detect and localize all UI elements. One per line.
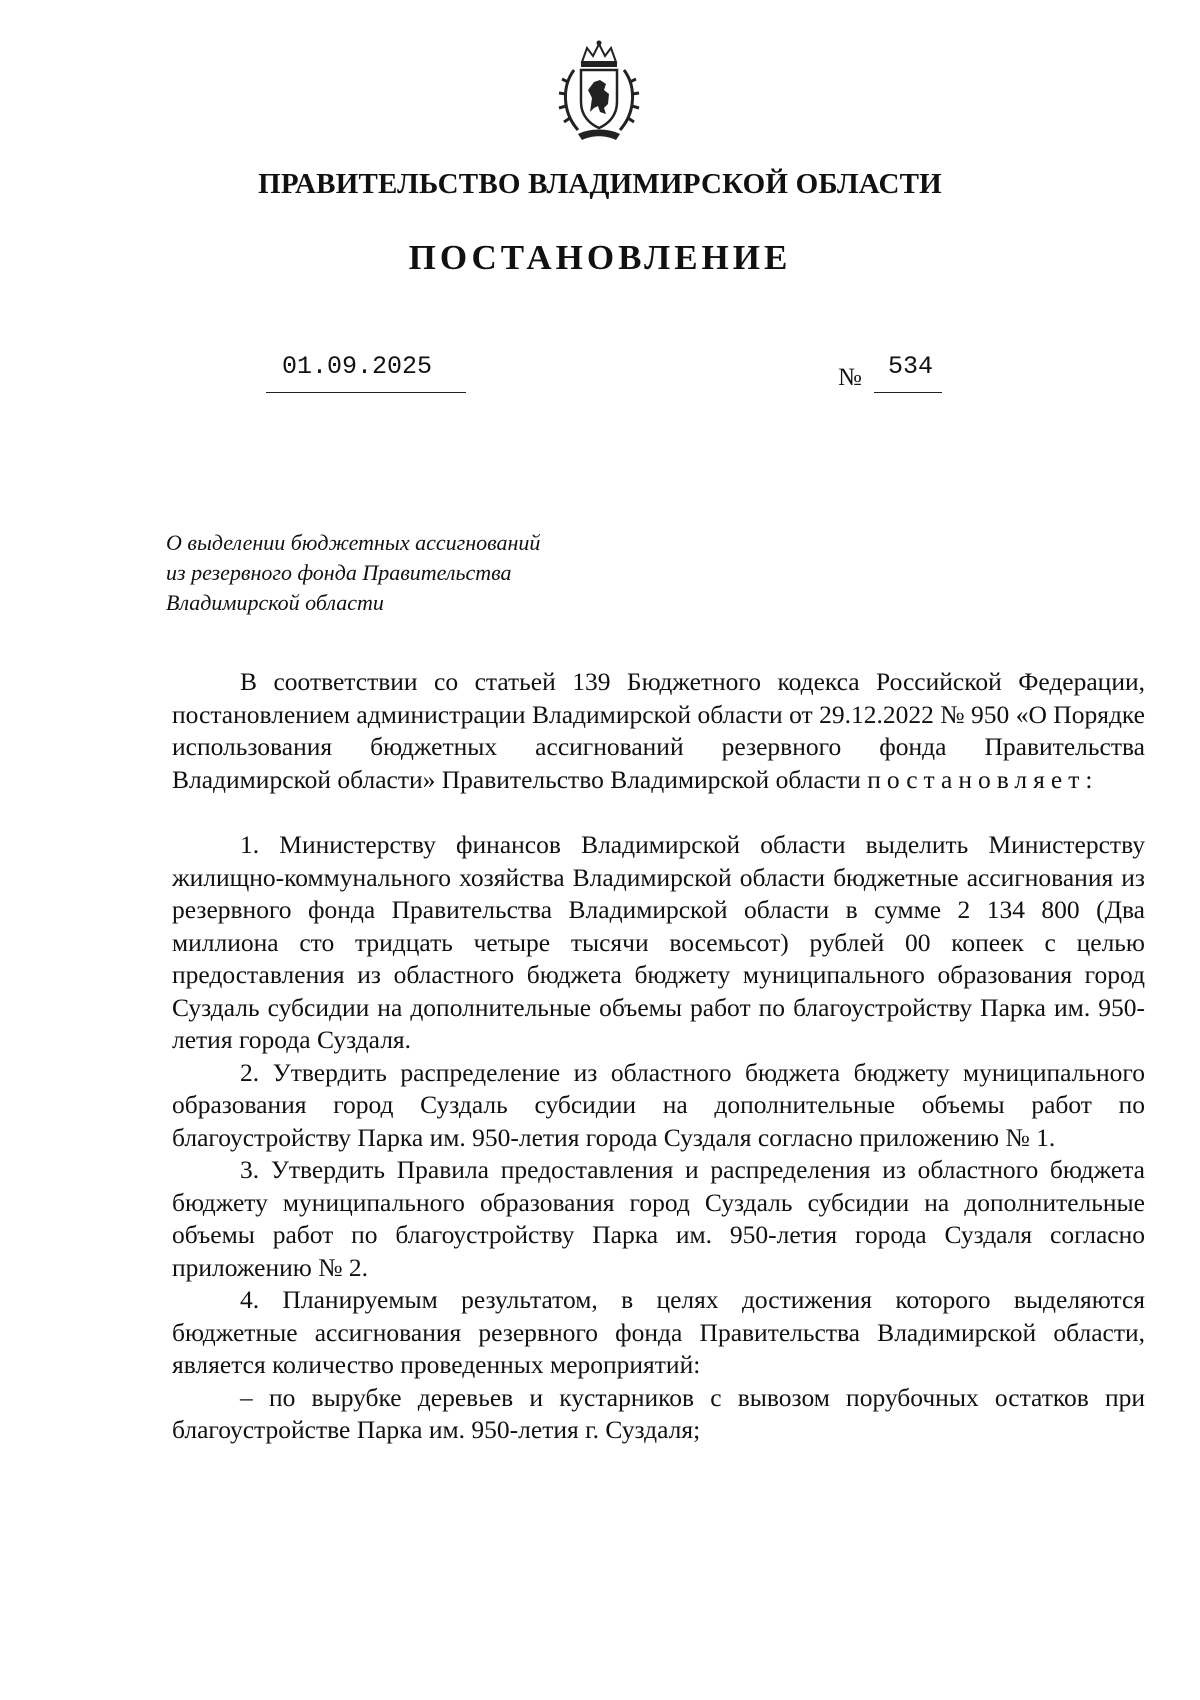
subject-line-1: О выделении бюджетных ассигнований [166, 530, 541, 555]
preamble-text: В соответствии со статьей 139 Бюджетного кодекса Российской Федерации, постановлением администрации Владимирской области от 29.12.2022 № 950 «О Порядке использования бюджетных ассигнований резервного фонда Правительства Владимирской области» Правительство Владимирской области [172, 667, 1145, 794]
subject-line-3: Владимирской области [166, 590, 384, 615]
preamble-paragraph [172, 666, 1145, 796]
document-type-title: ПОСТАНОВЛЕНИЕ [408, 238, 792, 277]
number-field [874, 352, 942, 393]
clause-2: 2. Утвердить распределение из областного бюджета бюджету муниципального образования город Суздаль субсидии на дополнительные объемы работ по благоустройству Парка им. 950-летия города Суздаля согласно приложению № 1. [172, 1057, 1145, 1152]
clause-4-item-1: – по вырубке деревьев и кустарников с вывозом порубочных остатков при благоустройстве Парка им. 950-летия г. Суздаля; [172, 1382, 1145, 1444]
clause-4: 4. Планируемым результатом, в целях достижения которого выделяются бюджетные ассигнования резервного фонда Правительства Владимирской области, является количество проведенных мероприятий: [172, 1285, 1145, 1379]
document-date: 01.09.2025 [282, 352, 433, 381]
date-field [266, 352, 466, 393]
coat-of-arms-emblem [554, 38, 644, 142]
document-body [172, 666, 1145, 1447]
preamble-resolves: постановляет: [867, 764, 1099, 794]
clause-3: 3. Утвердить Правила предоставления и распределения из областного бюджета бюджету муниципального образования город Суздаль субсидии на дополнительные объемы работ по благоустройству Парка им. 950-летия города Суздаля согласно приложению № 2. [172, 1155, 1145, 1282]
number-sign: № [838, 364, 862, 391]
organization-title: ПРАВИТЕЛЬСТВО ВЛАДИМИРСКОЙ ОБЛАСТИ [258, 168, 942, 200]
document-subject [166, 528, 540, 618]
subject-line-2: из резервного фонда Правительства [166, 560, 512, 585]
clause-1: 1. Министерству финансов Владимирской области выделить Министерству жилищно-коммунального хозяйства Владимирской области бюджетные ассигнования из резервного фонда Правительства Владимирской области в сумме 2 134 800 (Два миллиона сто тридцать четыре тысячи восемьсот) рублей 00 копеек с целью предоставления из областного бюджета бюджету муниципального образования город Суздаль субсидии на дополнительные объемы работ по благоустройству Парка им. 950-летия города Суздаля. [172, 830, 1145, 1054]
document-number: 534 [888, 352, 934, 381]
